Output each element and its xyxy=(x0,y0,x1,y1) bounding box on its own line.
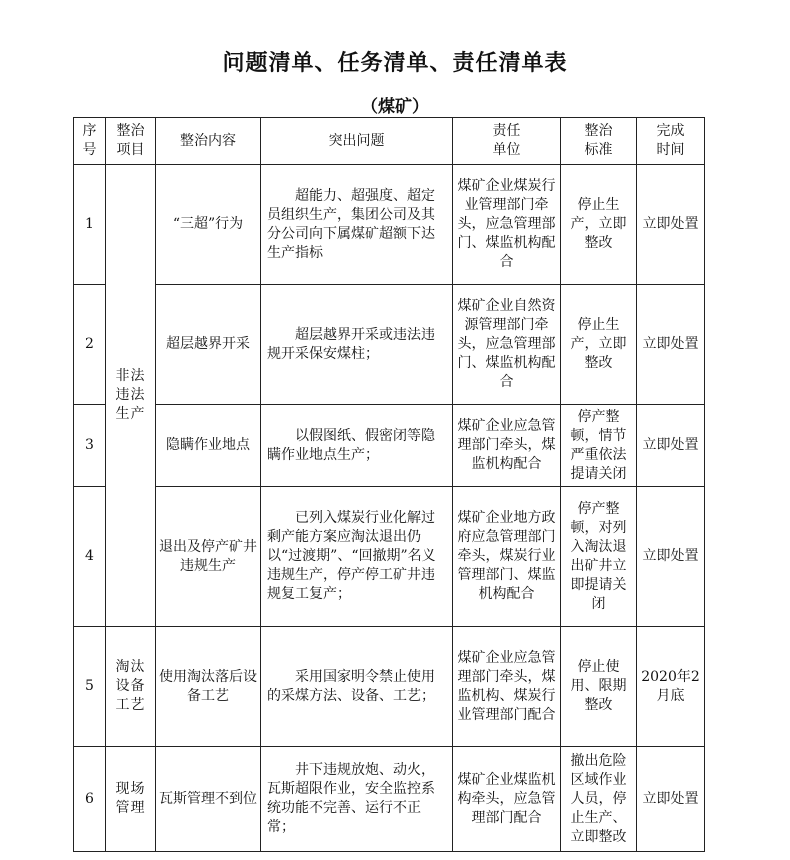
header-unit: 责任 单位 xyxy=(453,118,561,165)
table-row xyxy=(74,405,705,487)
content-cell: 超层越界开采 xyxy=(156,285,261,405)
time-cell: 2020年2月底 xyxy=(637,627,705,747)
header-content: 整治内容 xyxy=(156,118,261,165)
problem-cell: 已列入煤炭行业化解过剩产能方案应淘汰退出仍以“过渡期”、“回撤期”名义违规生产，停产停工矿井违规复工复产； xyxy=(261,487,453,627)
unit-cell: 煤矿企业煤炭行业管理部门牵头，应急管理部门、煤监机构配合 xyxy=(453,165,561,285)
content-cell: 瓦斯管理不到位 xyxy=(156,747,261,852)
unit-cell: 煤矿企业应急管理部门牵头，煤监机构、煤炭行业管理部门配合 xyxy=(453,627,561,747)
table-row xyxy=(74,165,705,285)
time-cell: 立即处置 xyxy=(637,405,705,487)
time-cell: 立即处置 xyxy=(637,747,705,852)
row-number: 6 xyxy=(74,747,106,852)
table-row xyxy=(74,627,705,747)
row-number: 2 xyxy=(74,285,106,405)
header-item: 整治 项目 xyxy=(106,118,156,165)
content-cell: 隐瞒作业地点 xyxy=(156,405,261,487)
task-table xyxy=(73,117,705,852)
page-title: 问题清单、任务清单、责任清单表 xyxy=(222,50,568,76)
standard-cell: 停止使用、限期整改 xyxy=(561,627,637,747)
header-problem: 突出问题 xyxy=(261,118,453,165)
problem-cell: 超层越界开采或违法违规开采保安煤柱； xyxy=(261,285,453,405)
time-cell: 立即处置 xyxy=(637,487,705,627)
row-number: 4 xyxy=(74,487,106,627)
problem-cell: 以假图纸、假密闭等隐瞒作业地点生产； xyxy=(261,405,453,487)
unit-cell: 煤矿企业地方政府应急管理部门牵头，煤炭行业管理部门、煤监机构配合 xyxy=(453,487,561,627)
time-cell: 立即处置 xyxy=(637,165,705,285)
category-cell: 非法违法生产 xyxy=(106,165,156,627)
standard-cell: 撤出危险区域作业人员，停止生产、立即整改 xyxy=(561,747,637,852)
unit-cell: 煤矿企业自然资源管理部门牵头，应急管理部门、煤监机构配合 xyxy=(453,285,561,405)
header-row xyxy=(74,118,705,165)
problem-cell: 采用国家明令禁止使用的采煤方法、设备、工艺； xyxy=(261,627,453,747)
standard-cell: 停止生产，立即整改 xyxy=(561,165,637,285)
row-number: 3 xyxy=(74,405,106,487)
unit-cell: 煤矿企业应急管理部门牵头，煤监机构配合 xyxy=(453,405,561,487)
standard-cell: 停产整顿，对列入淘汰退出矿井立即提请关闭 xyxy=(561,487,637,627)
content-cell: 退出及停产矿井违规生产 xyxy=(156,487,261,627)
table-row xyxy=(74,285,705,405)
category-cell: 现场管理 xyxy=(106,747,156,852)
standard-cell: 停产整顿，情节严重依法提请关闭 xyxy=(561,405,637,487)
header-time: 完成 时间 xyxy=(637,118,705,165)
problem-cell: 井下违规放炮、动火，瓦斯超限作业，安全监控系统功能不完善、运行不正常； xyxy=(261,747,453,852)
table-row xyxy=(74,487,705,627)
time-cell: 立即处置 xyxy=(637,285,705,405)
problem-cell: 超能力、超强度、超定员组织生产，集团公司及其分公司向下属煤矿超额下达生产指标 xyxy=(261,165,453,285)
category-cell: 淘汰设备工艺 xyxy=(106,627,156,747)
table-row xyxy=(74,747,705,852)
content-cell: 使用淘汰落后设备工艺 xyxy=(156,627,261,747)
unit-cell: 煤矿企业煤监机构牵头，应急管理部门配合 xyxy=(453,747,561,852)
page-subtitle: （煤矿） xyxy=(361,97,429,117)
header-standard: 整治 标准 xyxy=(561,118,637,165)
row-number: 1 xyxy=(74,165,106,285)
row-number: 5 xyxy=(74,627,106,747)
header-seq: 序 号 xyxy=(74,118,106,165)
standard-cell: 停止生产，立即整改 xyxy=(561,285,637,405)
content-cell: “三超”行为 xyxy=(156,165,261,285)
